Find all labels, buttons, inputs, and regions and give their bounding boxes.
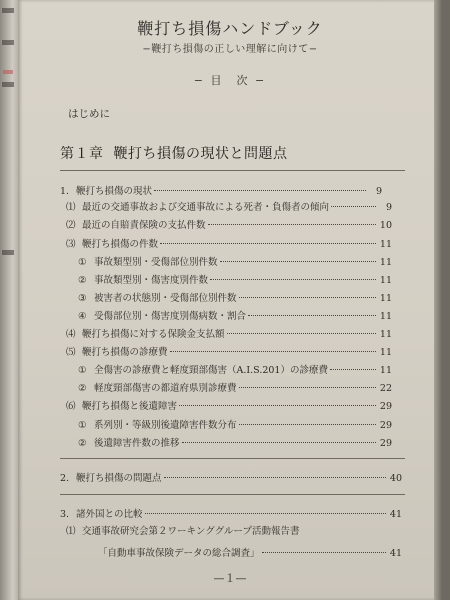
adjacent-page-glyph bbox=[2, 40, 14, 45]
toc-leader-dots bbox=[208, 224, 376, 225]
toc-entry-title: 後遺障害件数の推移 bbox=[94, 438, 180, 449]
toc-entry-title: 軽度頸部傷害の都道府県別診療費 bbox=[94, 383, 237, 394]
toc-entry-number: ① bbox=[78, 257, 87, 268]
adjacent-page-glyph bbox=[2, 8, 14, 13]
toc-entry-title: 鞭打ち損傷と後遺障害 bbox=[82, 401, 178, 412]
toc-entry[interactable] bbox=[82, 545, 402, 559]
toc-entry-number: ① bbox=[78, 420, 87, 431]
toc-entry[interactable] bbox=[66, 199, 392, 213]
toc-entry-title: 最近の自賠責保険の支払件数 bbox=[82, 220, 206, 231]
toc-heading: − 目 次 − bbox=[193, 74, 267, 87]
section-rule bbox=[60, 494, 405, 495]
toc-entry[interactable] bbox=[60, 183, 382, 197]
chapter-rule bbox=[60, 170, 405, 171]
toc-entry-number: ① bbox=[78, 365, 87, 376]
toc-entry-page: 29 bbox=[379, 438, 392, 449]
toc-entry[interactable] bbox=[78, 380, 392, 394]
toc-entry-page: 11 bbox=[379, 347, 392, 358]
toc-entry-page: 11 bbox=[379, 239, 392, 250]
toc-entry[interactable] bbox=[78, 362, 392, 376]
toc-entry-title: 事故類型別・受傷部位別件数 bbox=[94, 257, 218, 268]
toc-entry-title: 受傷部位別・傷害度別傷病数・割合 bbox=[94, 311, 247, 322]
toc-entry-title: 交通事故研究会第２ワーキンググループ活動報告書 bbox=[82, 526, 300, 537]
toc-entry-page: 11 bbox=[379, 293, 392, 304]
toc-leader-dots bbox=[239, 424, 376, 425]
adjacent-page-edge bbox=[0, 0, 18, 600]
toc-entry-number: ⑷ bbox=[66, 329, 76, 340]
chapter-title: 鞭打ち損傷の現状と問題点 bbox=[113, 146, 288, 162]
toc-entry-page: 9 bbox=[375, 186, 382, 197]
adjacent-page-glyph bbox=[2, 250, 14, 255]
toc-entry[interactable] bbox=[66, 217, 392, 231]
toc-leader-dots bbox=[227, 333, 376, 334]
toc-leader-dots bbox=[331, 206, 376, 207]
page-number: —１— bbox=[213, 572, 247, 585]
toc-entry-title: 全傷害の診療費と軽度頸部傷害（A.I.S.201）の診療費 bbox=[94, 365, 328, 376]
toc-entry-title: 系列別・等級別後遺障害件数分布 bbox=[94, 420, 237, 431]
book-subtitle: −鞭打ち損傷の正しい理解に向けて− bbox=[142, 44, 318, 55]
toc-entry-number: ③ bbox=[78, 293, 87, 304]
toc-entry[interactable] bbox=[78, 308, 392, 322]
toc-entry[interactable] bbox=[66, 523, 402, 537]
toc-entry-number: ⑸ bbox=[66, 347, 76, 358]
document-page bbox=[18, 0, 442, 600]
toc-leader-dots bbox=[210, 279, 376, 280]
toc-entry-number: 1. bbox=[60, 186, 70, 197]
toc-entry[interactable] bbox=[60, 470, 402, 484]
toc-leader-dots bbox=[262, 552, 386, 553]
toc-entry[interactable] bbox=[60, 506, 402, 520]
toc-leader-dots bbox=[164, 477, 386, 478]
toc-leader-dots bbox=[248, 315, 376, 316]
toc-leader-dots bbox=[182, 442, 376, 443]
toc-entry-title: 「自動車事故保険データの総合調査」 bbox=[98, 548, 260, 559]
toc-entry-title: 最近の交通事故および交通事故による死者・負傷者の傾向 bbox=[82, 202, 330, 213]
toc-entry[interactable] bbox=[78, 272, 392, 286]
toc-leader-dots bbox=[145, 513, 386, 514]
toc-entry[interactable] bbox=[66, 326, 392, 340]
toc-entry[interactable] bbox=[78, 435, 392, 449]
toc-entry-number: ⑴ bbox=[66, 202, 76, 213]
toc-entry-title: 鞭打ち損傷の現状 bbox=[76, 186, 153, 197]
toc-entry-page: 40 bbox=[389, 473, 402, 484]
toc-entry-page: 29 bbox=[379, 401, 392, 412]
intro-link[interactable]: はじめに bbox=[68, 108, 110, 120]
toc-entry-title: 鞭打ち損傷の診療費 bbox=[82, 347, 168, 358]
toc-entry-title: 事故類型別・傷害度別件数 bbox=[94, 275, 209, 286]
toc-leader-dots bbox=[179, 405, 376, 406]
toc-entry-page: 41 bbox=[389, 509, 402, 520]
toc-leader-dots bbox=[160, 243, 376, 244]
toc-entry-title: 諸外国との比較 bbox=[76, 509, 143, 520]
toc-entry-title: 鞭打ち損傷の件数 bbox=[82, 239, 159, 250]
toc-entry[interactable] bbox=[78, 290, 392, 304]
toc-entry-title: 鞭打ち損傷の問題点 bbox=[76, 473, 162, 484]
toc-entry-page: 41 bbox=[389, 548, 402, 559]
toc-entry-title: 被害者の状態別・受傷部位別件数 bbox=[94, 293, 237, 304]
toc-entry[interactable] bbox=[78, 254, 392, 268]
toc-entry-number: ⑵ bbox=[66, 220, 76, 231]
toc-leader-dots bbox=[170, 351, 376, 352]
toc-entry-page: 11 bbox=[379, 311, 392, 322]
toc-entry-title: 鞭打ち損傷に対する保険金支払額 bbox=[82, 329, 225, 340]
toc-entry-page: 29 bbox=[379, 420, 392, 431]
toc-entry[interactable] bbox=[66, 398, 392, 412]
chapter-heading[interactable] bbox=[60, 143, 288, 163]
toc-entry[interactable] bbox=[66, 236, 392, 250]
toc-entry-number: ⑴ bbox=[66, 526, 76, 537]
toc-entry-page: 11 bbox=[379, 329, 392, 340]
toc-leader-dots bbox=[239, 297, 376, 298]
adjacent-page-glyph bbox=[2, 82, 14, 87]
toc-leader-dots bbox=[220, 261, 376, 262]
toc-entry-page: 11 bbox=[379, 365, 392, 376]
toc-entry-number: ⑶ bbox=[66, 239, 76, 250]
chapter-number: 第１章 bbox=[60, 146, 104, 162]
toc-entry-page: 22 bbox=[379, 383, 392, 394]
toc-entry-number: ⑹ bbox=[66, 401, 76, 412]
toc-entry-page: 9 bbox=[385, 202, 392, 213]
toc-entry-number: ② bbox=[78, 383, 87, 394]
toc-entry-number: ② bbox=[78, 275, 87, 286]
toc-entry-number: ② bbox=[78, 438, 87, 449]
book-title: 鞭打ち損傷ハンドブック bbox=[137, 19, 323, 38]
toc-leader-dots bbox=[239, 387, 376, 388]
page-edge-shadow bbox=[434, 0, 442, 600]
toc-entry-number: ④ bbox=[78, 311, 87, 322]
toc-entry-page: 11 bbox=[379, 257, 392, 268]
toc-leader-dots bbox=[154, 190, 366, 191]
toc-entry[interactable] bbox=[66, 344, 392, 358]
toc-entry-page: 11 bbox=[379, 275, 392, 286]
toc-leader-dots bbox=[330, 369, 376, 370]
toc-entry-number: 3. bbox=[60, 509, 70, 520]
section-rule bbox=[60, 458, 405, 459]
toc-entry-page: 10 bbox=[379, 220, 392, 231]
toc-entry[interactable] bbox=[78, 417, 392, 431]
adjacent-page-mark bbox=[3, 70, 13, 74]
toc-entry-number: 2. bbox=[60, 473, 70, 484]
